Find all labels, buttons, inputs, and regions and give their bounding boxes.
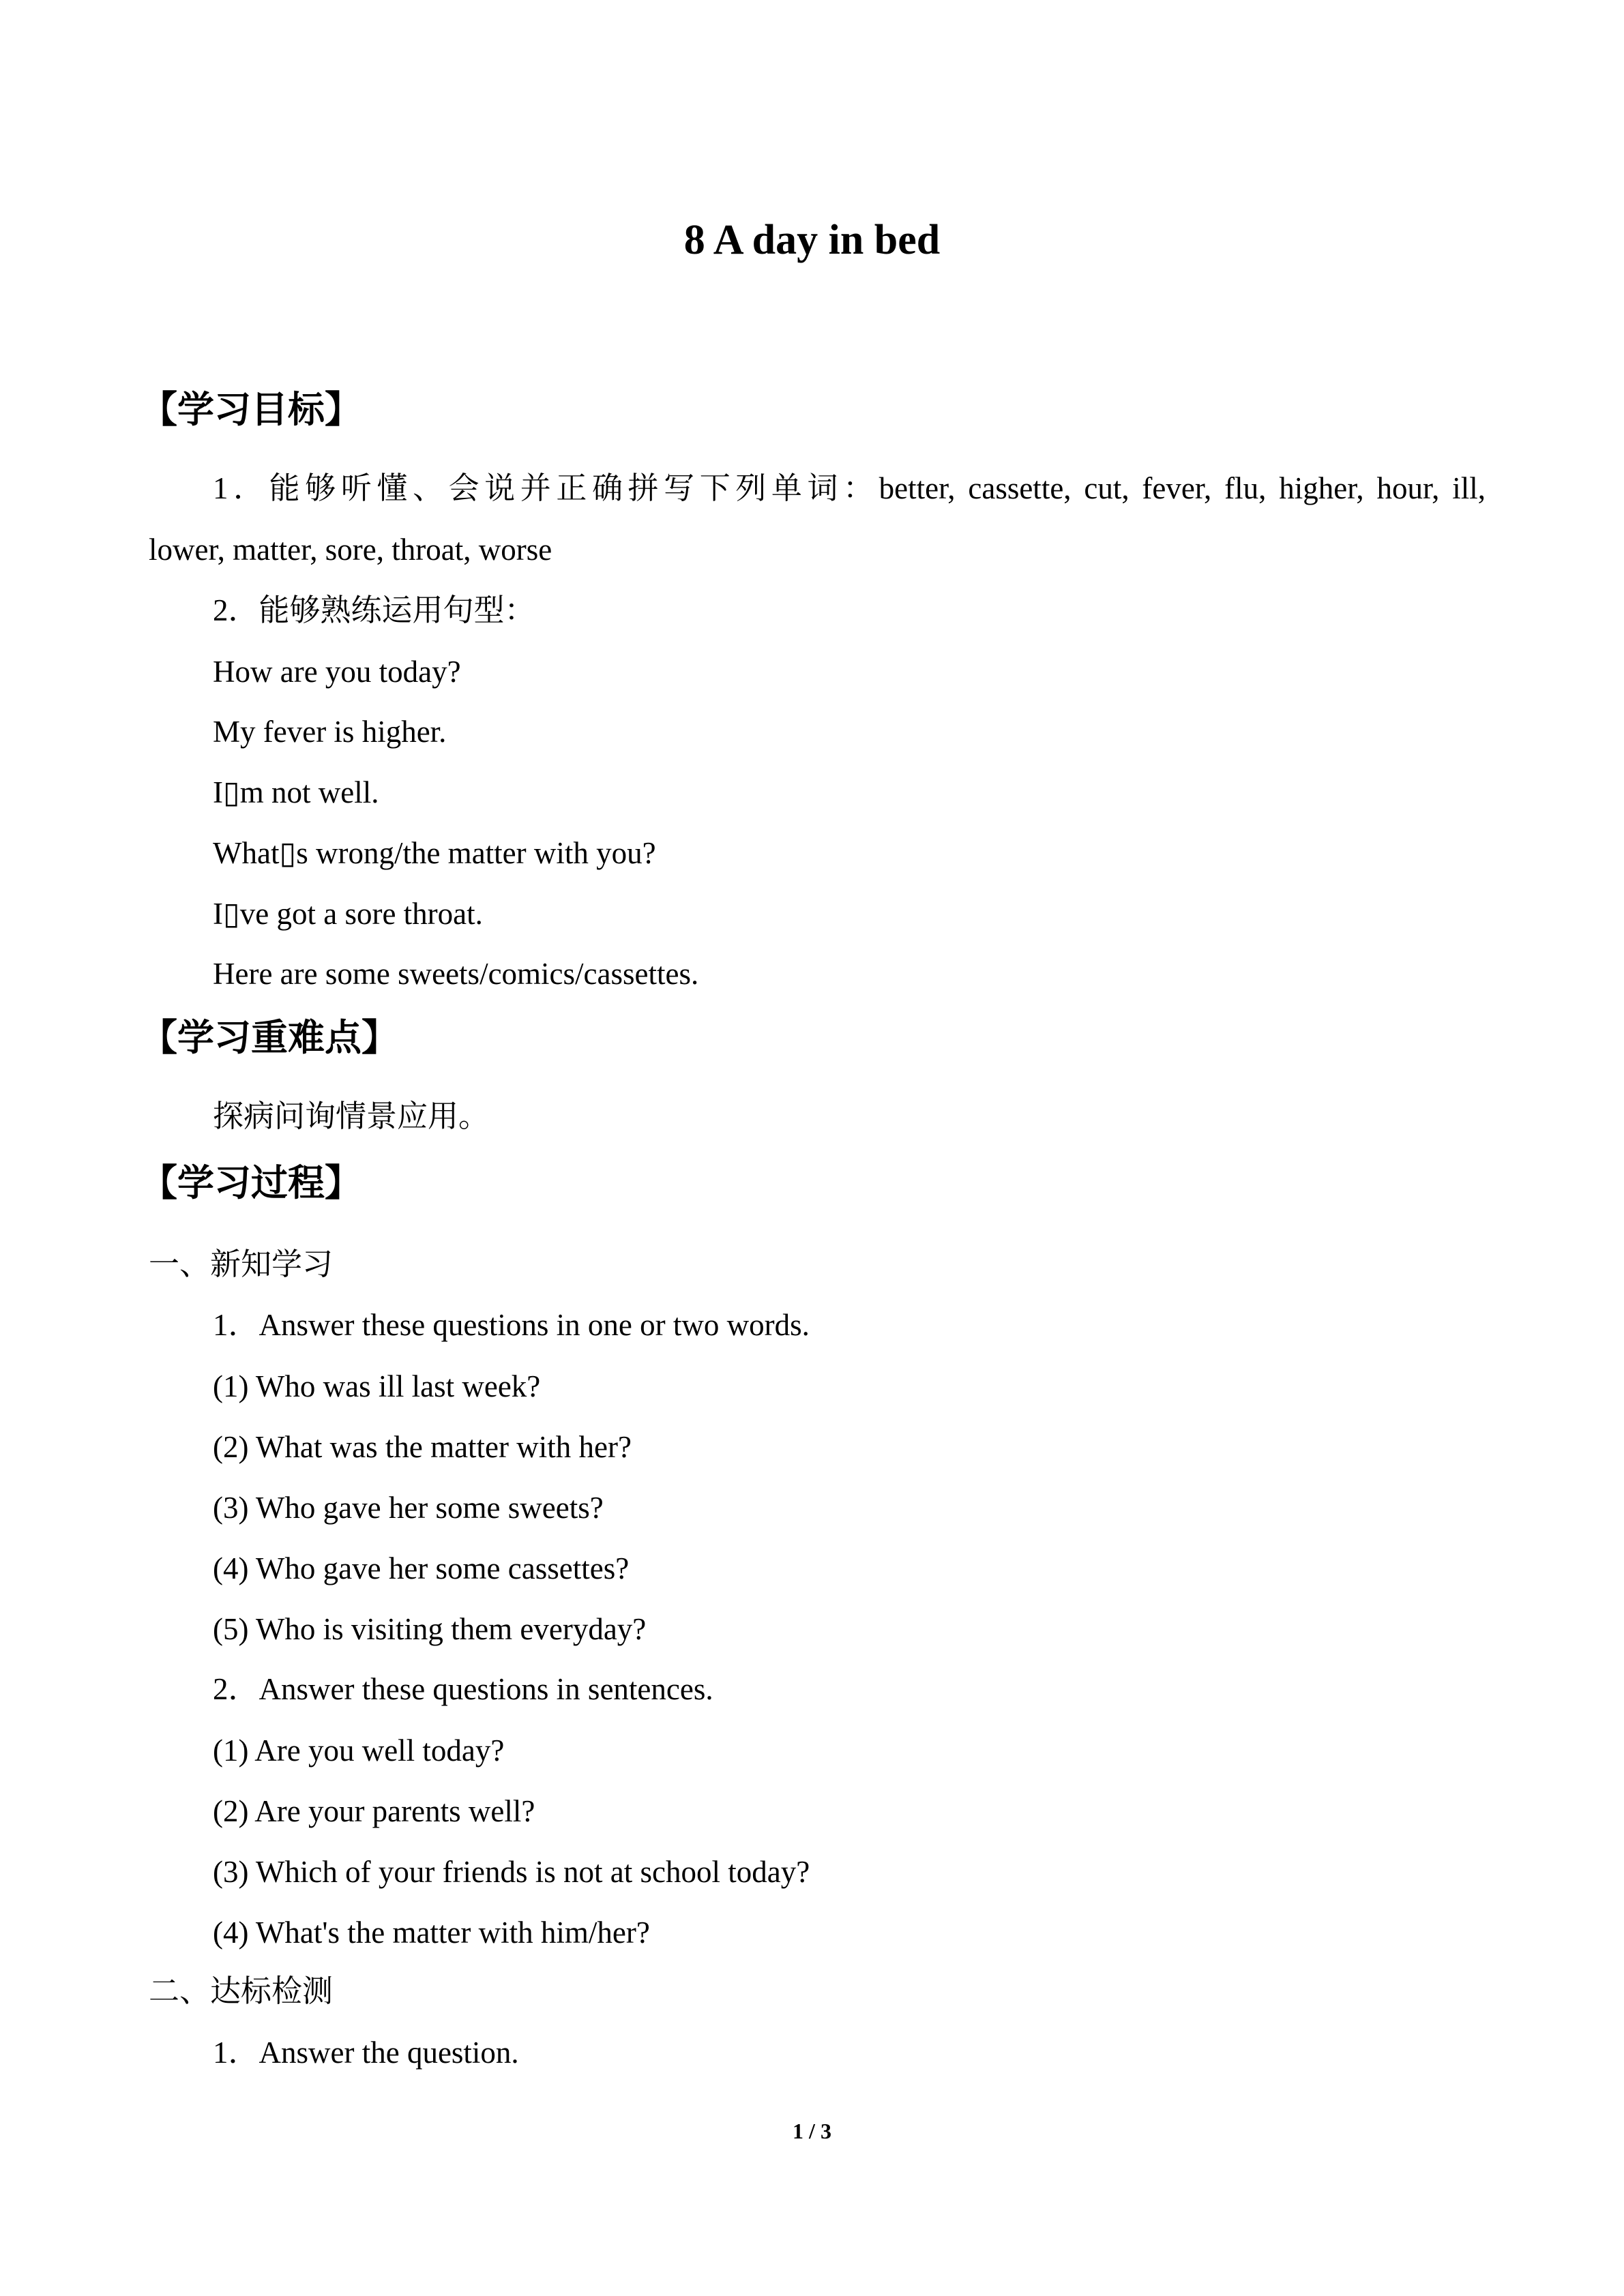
section-heading-process: 【学习过程】 [141,1161,361,1204]
part-heading-assessment: 二、达标检测 [149,1974,334,2008]
sentence-pattern: Here are some sweets/comics/cassettes. [213,957,699,991]
document-title: 8 A day in bed [683,217,941,263]
part-heading-new-knowledge: 一、新知学习 [149,1247,334,1281]
question-item: (2) Are your parents well? [213,1794,535,1828]
question-item: (1) Who was ill last week? [213,1369,541,1403]
question-item: (4) What's the matter with him/her? [213,1915,650,1950]
key-points-text: 探病问询情景应用。 [213,1099,490,1133]
sentence-pattern: I▯ve got a sore throat. [213,897,483,931]
objective-item-2: 2．能够熟练运用句型： [213,593,535,627]
section-heading-objectives: 【学习目标】 [141,388,361,431]
question-item: (4) Who gave her some cassettes? [213,1551,630,1585]
sentence-pattern: I▯m not well. [213,775,379,809]
section-heading-key-points: 【学习重难点】 [141,1016,398,1059]
question-item: (3) Which of your friends is not at school today? [213,1855,810,1889]
objective-item-1-line-1: 1．能够听懂、会说并正确拼写下列单词：better, cassette, cut, fever, flu, higher, hour, ill, [213,471,1486,505]
sentence-pattern: How are you today? [213,655,461,689]
task-3-instruction: 1．Answer the question. [213,2036,519,2070]
question-item: (2) What was the matter with her? [213,1430,632,1464]
task-1-instruction: 1．Answer these questions in one or two words. [213,1308,810,1342]
sentence-pattern: My fever is higher. [213,715,447,749]
page-number: 1 / 3 [793,2119,831,2143]
task-2-instruction: 2．Answer these questions in sentences. [213,1672,713,1706]
objective-item-1-line-2: lower, matter, sore, throat, worse [149,533,552,567]
question-item: (5) Who is visiting them everyday? [213,1612,647,1646]
sentence-pattern: What▯s wrong/the matter with you? [213,836,656,870]
question-item: (1) Are you well today? [213,1733,505,1768]
question-item: (3) Who gave her some sweets? [213,1491,604,1525]
